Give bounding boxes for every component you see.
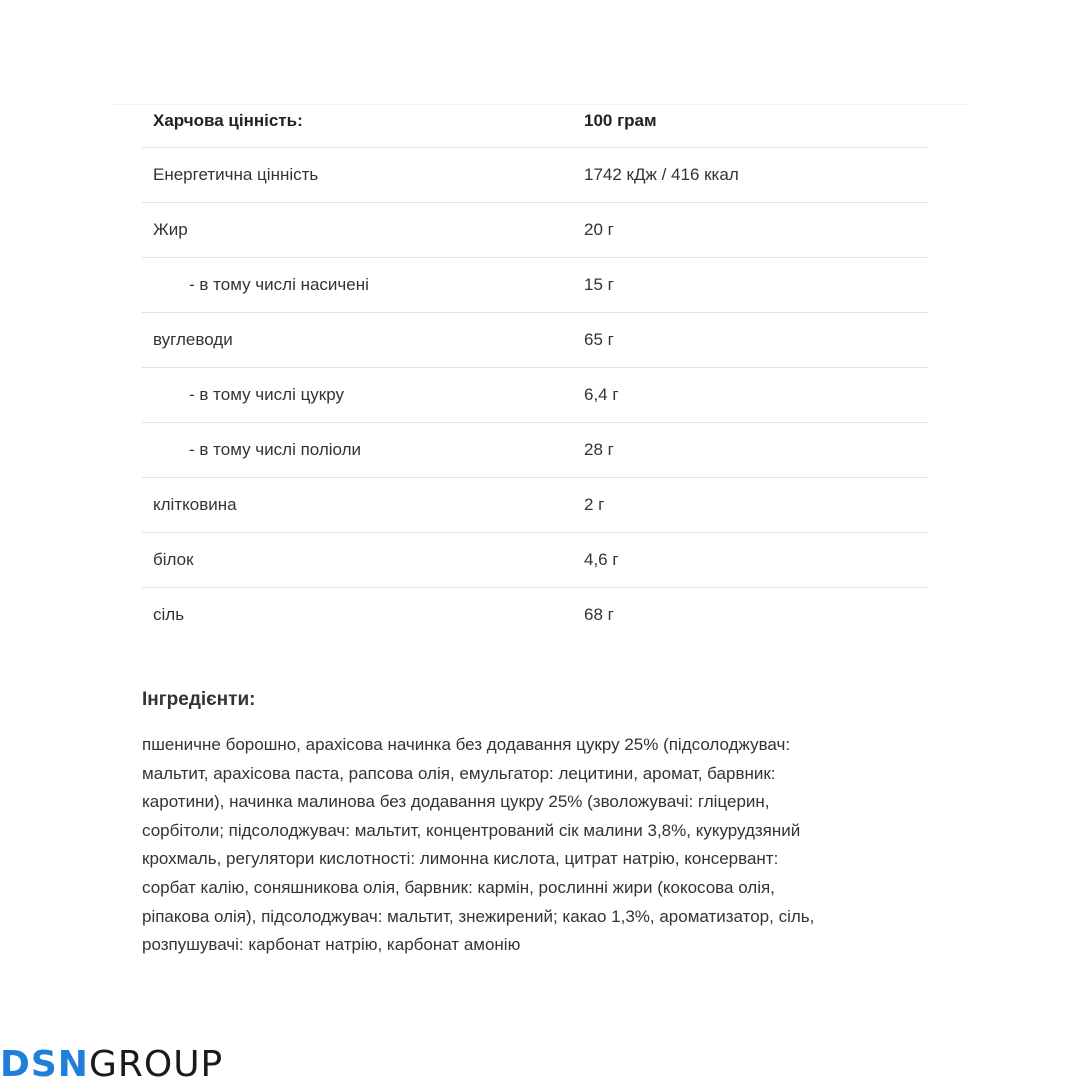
table-row	[142, 533, 928, 588]
ingredients-line: сорбітоли; підсолоджувач: мальтит, концентрований сік малини 3,8%, кукурудзяний	[142, 820, 801, 840]
nutrient-value: 6,4 г	[584, 385, 619, 404]
ingredients-line: сорбат калію, соняшникова олія, барвник: кармін, рослинні жири (кокосова олія,	[142, 877, 775, 897]
ingredients-line: розпушувачі: карбонат натрію, карбонат амонію	[142, 935, 521, 955]
table-row	[142, 423, 928, 478]
nutrition-header-name: Харчова цінність:	[153, 111, 303, 130]
ingredients-line: ріпакова олія), підсолоджувач: мальтит, знежирений; какао 1,3%, ароматизатор, сіль,	[142, 906, 815, 926]
nutrition-table	[142, 95, 928, 642]
nutrient-name: - в тому числі цукру	[189, 385, 345, 404]
table-row	[142, 258, 928, 313]
nutrient-name: - в тому числі поліоли	[189, 440, 362, 459]
ingredients-text	[142, 731, 932, 960]
nutrient-value: 15 г	[584, 275, 614, 294]
nutrient-name: білок	[153, 550, 194, 569]
logo-part-group: GROUP	[88, 1043, 224, 1085]
nutrient-value: 20 г	[584, 220, 614, 239]
table-row	[142, 368, 928, 423]
nutrition-header-row	[142, 95, 928, 148]
nutrient-value: 65 г	[584, 330, 614, 349]
ingredients-line: каротини), начинка малинова без додавання цукру 25% (зволожувачі: гліцерин,	[142, 792, 770, 812]
nutrition-header-value: 100 грам	[584, 111, 657, 130]
table-row	[142, 478, 928, 533]
nutrient-name: - в тому числі насичені	[189, 275, 369, 294]
nutrient-name: Енергетична цінність	[153, 165, 319, 184]
nutrient-name: Жир	[153, 220, 188, 239]
ingredients-line: крохмаль, регулятори кислотності: лимонна кислота, цитрат натрію, консервант:	[142, 849, 779, 869]
table-row	[142, 588, 928, 642]
ingredients-line: мальтит, арахісова паста, рапсова олія, емульгатор: лецитини, аромат, барвник:	[142, 763, 776, 783]
table-row	[142, 203, 928, 258]
dsn-group-logo	[0, 1043, 224, 1085]
nutrient-value: 28 г	[584, 440, 614, 459]
nutrient-value: 4,6 г	[584, 550, 619, 569]
ingredients-line: пшеничне борошно, арахісова начинка без додавання цукру 25% (підсолоджувач:	[142, 735, 791, 754]
nutrient-name: вуглеводи	[153, 330, 233, 349]
nutrient-name: сіль	[153, 605, 185, 624]
nutrient-name: клітковина	[153, 495, 237, 514]
logo-part-dsn: DSN	[0, 1043, 89, 1085]
nutrient-value: 68 г	[584, 605, 614, 624]
table-row	[142, 313, 928, 368]
table-row	[142, 148, 928, 203]
ingredients-title: Інгредієнти:	[142, 689, 256, 710]
nutrient-value: 1742 кДж / 416 ккал	[584, 165, 739, 184]
nutrient-value: 2 г	[584, 495, 605, 514]
